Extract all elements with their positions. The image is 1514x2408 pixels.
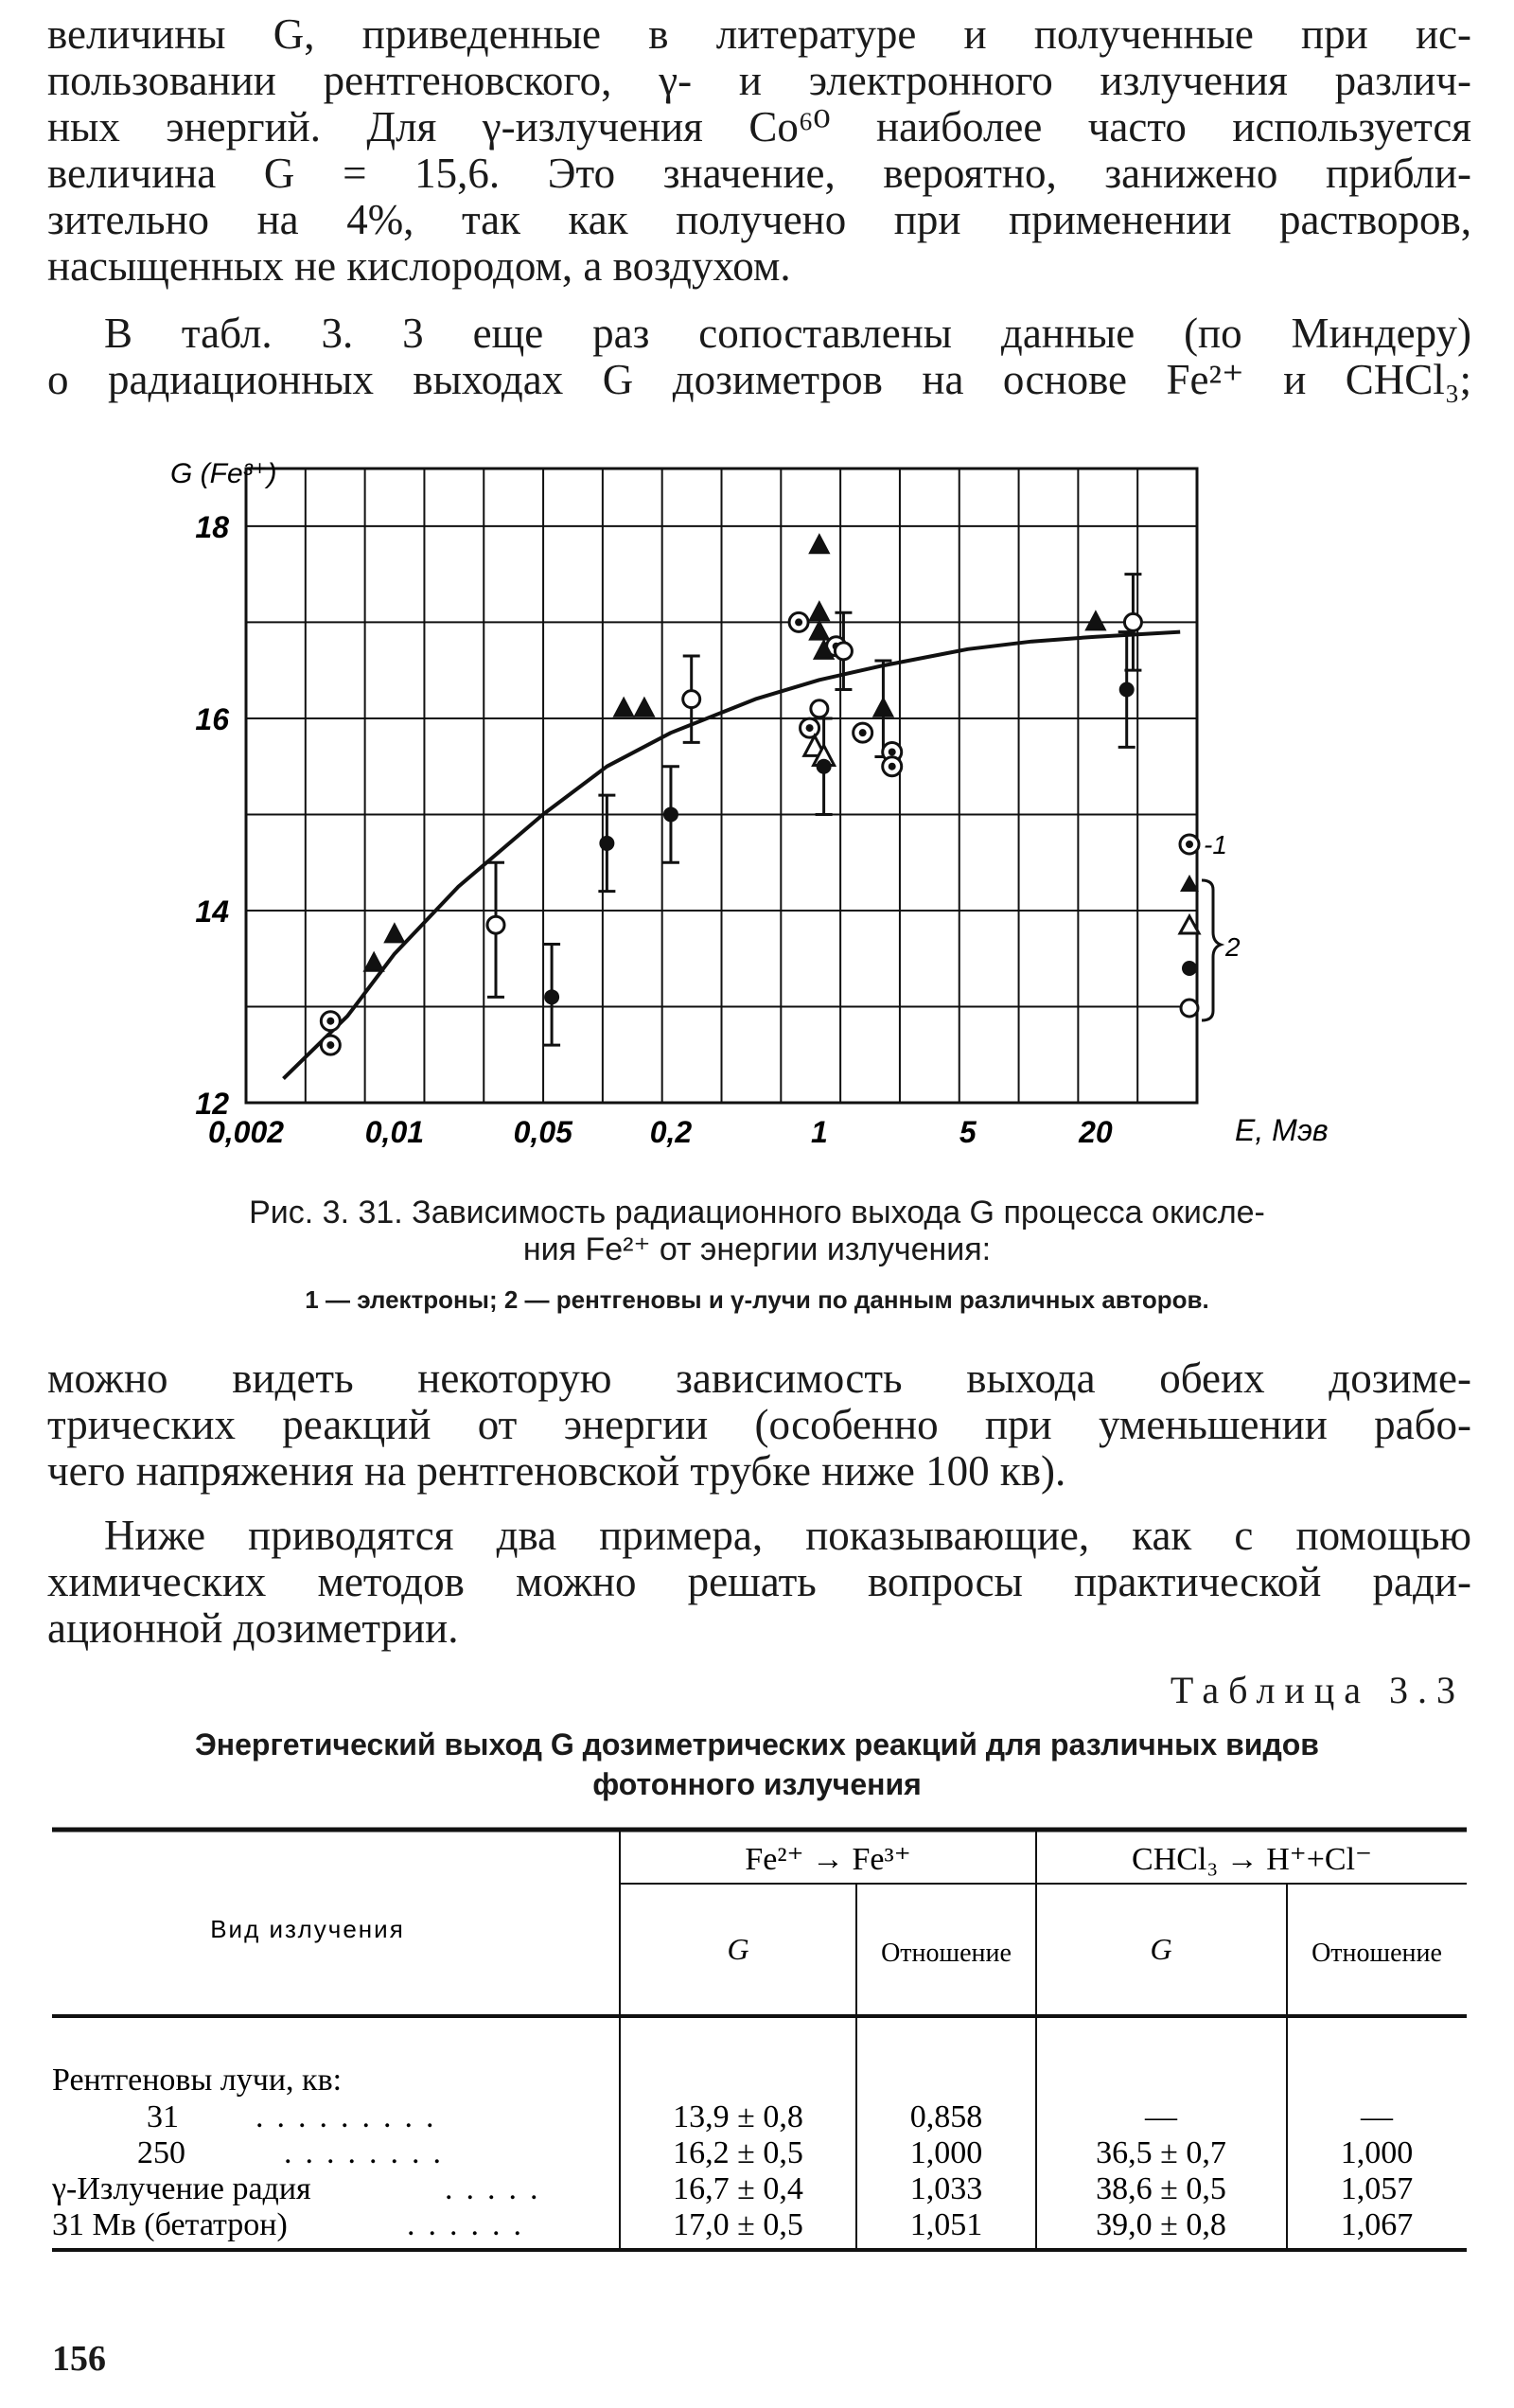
- row-r2: 1,057: [1340, 2171, 1414, 2206]
- row-dots: .....: [445, 2171, 552, 2206]
- row-g1: 16,7 ± 0,4: [673, 2171, 803, 2206]
- row-kind: γ-Излучение радия: [52, 2171, 311, 2206]
- x-tick-label: 0,002: [207, 1115, 285, 1149]
- paragraph-line: зительно на 4%, так как получено при применении растворов,: [47, 196, 1471, 243]
- row-dots: ......: [407, 2207, 535, 2242]
- col-ratio-header-1: Отношение: [881, 1939, 1012, 1968]
- marker-filled-triangle: [614, 699, 633, 717]
- row-r2: 1,067: [1340, 2207, 1414, 2242]
- figure-caption-line-1: Рис. 3. 31. Зависимость радиационного выхода G процесса окисле-: [249, 1195, 1265, 1231]
- paragraph-3: [47, 1355, 1471, 1495]
- row-kind: 31 Мв (бетатрон): [52, 2207, 288, 2242]
- row-kind: 250: [137, 2135, 185, 2170]
- table-title-line: Энергетический выход G дозиметрических реакций для различных видов: [195, 1727, 1319, 1762]
- data-table: [52, 1822, 1471, 2258]
- paragraph-line: Ниже приводятся два примера, показывающие, как с помощью: [104, 1512, 1471, 1559]
- x-tick-label: 1: [810, 1115, 828, 1149]
- marker-open-circle: [683, 691, 700, 708]
- paragraph-line: можно видеть некоторую зависимость выхода обеих дозиме-: [47, 1354, 1471, 1402]
- fit-curve: [284, 632, 1181, 1079]
- row-kind: 31: [147, 2099, 179, 2134]
- paragraph-line: о радиационных выходах G дозиметров на основе Fe²⁺ и CHCl₃;: [47, 356, 1471, 403]
- figure-caption-line-2: ния Fe²⁺ от энергии излучения:: [522, 1231, 992, 1267]
- marker-filled-circle: [599, 836, 614, 851]
- paragraph-line: пользовании рентгеновского, γ- и электронного излучения различ-: [47, 57, 1471, 104]
- row-r2: —: [1361, 2099, 1393, 2134]
- marker-open-circle: [487, 916, 504, 933]
- marker-filled-triangle: [810, 535, 829, 553]
- x-tick-label: 0,05: [513, 1115, 572, 1149]
- figure-legend-caption: 1 — электроны; 2 — рентгеновы и γ-лучи по данным различных авторов.: [305, 1285, 1209, 1314]
- row-r1: 1,051: [909, 2207, 983, 2242]
- row-g2: 38,6 ± 0,5: [1096, 2171, 1226, 2206]
- legend-label-1: -1: [1204, 830, 1227, 859]
- row-dots: ........: [284, 2135, 454, 2170]
- table-label: Таблица 3.3: [1170, 1669, 1465, 1711]
- x-tick-label: 5: [959, 1115, 977, 1149]
- table-title: [57, 1725, 1457, 1804]
- marker-open-circle: [1124, 613, 1141, 630]
- table-row: [52, 2171, 1413, 2206]
- marker-filled-triangle: [635, 699, 654, 717]
- marker-filled-triangle: [873, 699, 892, 717]
- row-g1: 16,2 ± 0,5: [673, 2135, 803, 2170]
- marker-filled-triangle: [810, 602, 829, 620]
- table-row: [147, 2099, 1394, 2134]
- x-tick-label: 0,2: [649, 1115, 693, 1149]
- y-tick-label: 18: [195, 509, 229, 544]
- figure-chart: [142, 445, 1372, 1183]
- marker-filled-triangle: [385, 924, 404, 942]
- row-r2: 1,000: [1340, 2135, 1414, 2170]
- paragraph-line: величина G = 15,6. Это значение, вероятно, занижено прибли-: [47, 150, 1471, 197]
- paragraph-2: [47, 310, 1471, 403]
- marker-open-circle: [835, 643, 852, 660]
- section-header: Рентгеновы лучи, кв:: [52, 2063, 343, 2098]
- table-row: [137, 2135, 1413, 2170]
- row-g2: —: [1145, 2099, 1177, 2134]
- marker-electron: [789, 612, 808, 631]
- row-g1: 13,9 ± 0,8: [673, 2099, 803, 2134]
- table-row: [52, 2207, 1413, 2242]
- paragraph-4: [47, 1513, 1471, 1652]
- row-g1: 17,0 ± 0,5: [673, 2207, 803, 2242]
- paragraph-line: В табл. 3. 3 еще раз сопоставлены данные (по Миндеру): [104, 310, 1471, 357]
- paragraph-line: химических методов можно решать вопросы практической ради-: [47, 1558, 1471, 1605]
- y-axis-label: G (Fe³⁺): [170, 458, 277, 489]
- marker-filled-circle: [1119, 682, 1135, 697]
- marker-electron: [321, 1012, 340, 1031]
- x-tick-label: 0,01: [364, 1115, 425, 1149]
- col-g-header-2: G: [1150, 1932, 1172, 1966]
- paragraph-line: ационной дозиметрии.: [47, 1604, 459, 1652]
- row-dots: .........: [255, 2099, 448, 2134]
- marker-electron: [321, 1036, 340, 1054]
- paragraph-line: чего напряжения на рентгеновской трубке ниже 100 кв).: [47, 1447, 1066, 1495]
- y-tick-label: 12: [195, 1087, 229, 1121]
- row-g2: 39,0 ± 0,8: [1096, 2207, 1226, 2242]
- legend-label-2: 2: [1225, 932, 1241, 962]
- marker-filled-circle: [663, 806, 678, 822]
- marker-electron: [883, 757, 902, 776]
- paragraph-line: насыщенных не кислородом, а воздухом.: [47, 242, 791, 290]
- group-header-chcl3: CHCl₃ → H⁺+Cl⁻: [1132, 1842, 1372, 1877]
- col-g-header-1: G: [727, 1932, 749, 1966]
- x-tick-label: 20: [1079, 1115, 1113, 1149]
- marker-filled-triangle: [810, 622, 829, 640]
- page-number: 156: [52, 2339, 106, 2379]
- row-g2: 36,5 ± 0,7: [1096, 2135, 1226, 2170]
- row-r1: 1,033: [909, 2171, 983, 2206]
- marker-filled-circle: [544, 989, 559, 1004]
- col-kind-header: Вид излучения: [210, 1915, 405, 1943]
- row-r1: 0,858: [909, 2099, 983, 2134]
- chart-grid: [246, 469, 1197, 1103]
- marker-filled-triangle: [1086, 611, 1105, 629]
- y-tick-label: 14: [195, 894, 229, 929]
- marker-filled-circle: [817, 759, 832, 774]
- row-r1: 1,000: [909, 2135, 983, 2170]
- y-tick-label: 16: [195, 701, 229, 736]
- marker-filled-triangle: [364, 953, 383, 971]
- table-title-line: фотонного излучения: [592, 1767, 922, 1801]
- group-header-fe: Fe²⁺ → Fe³⁺: [745, 1842, 911, 1877]
- paragraph-line: трических реакций от энергии (особенно при уменьшении рабо-: [47, 1401, 1471, 1448]
- paragraph-1: [47, 11, 1471, 290]
- chart-legend: [1180, 830, 1241, 1020]
- col-ratio-header-2: Отношение: [1312, 1939, 1442, 1968]
- x-axis-label: E, Мэв: [1235, 1113, 1329, 1147]
- marker-electron: [854, 723, 872, 742]
- paragraph-line: ных энергий. Для γ-излучения Co⁶⁰ наиболее часто используется: [47, 103, 1471, 150]
- marker-electron: [801, 718, 819, 737]
- paragraph-line: величины G, приведенные в литературе и полученные при ис-: [47, 10, 1471, 58]
- marker-open-circle: [811, 700, 828, 717]
